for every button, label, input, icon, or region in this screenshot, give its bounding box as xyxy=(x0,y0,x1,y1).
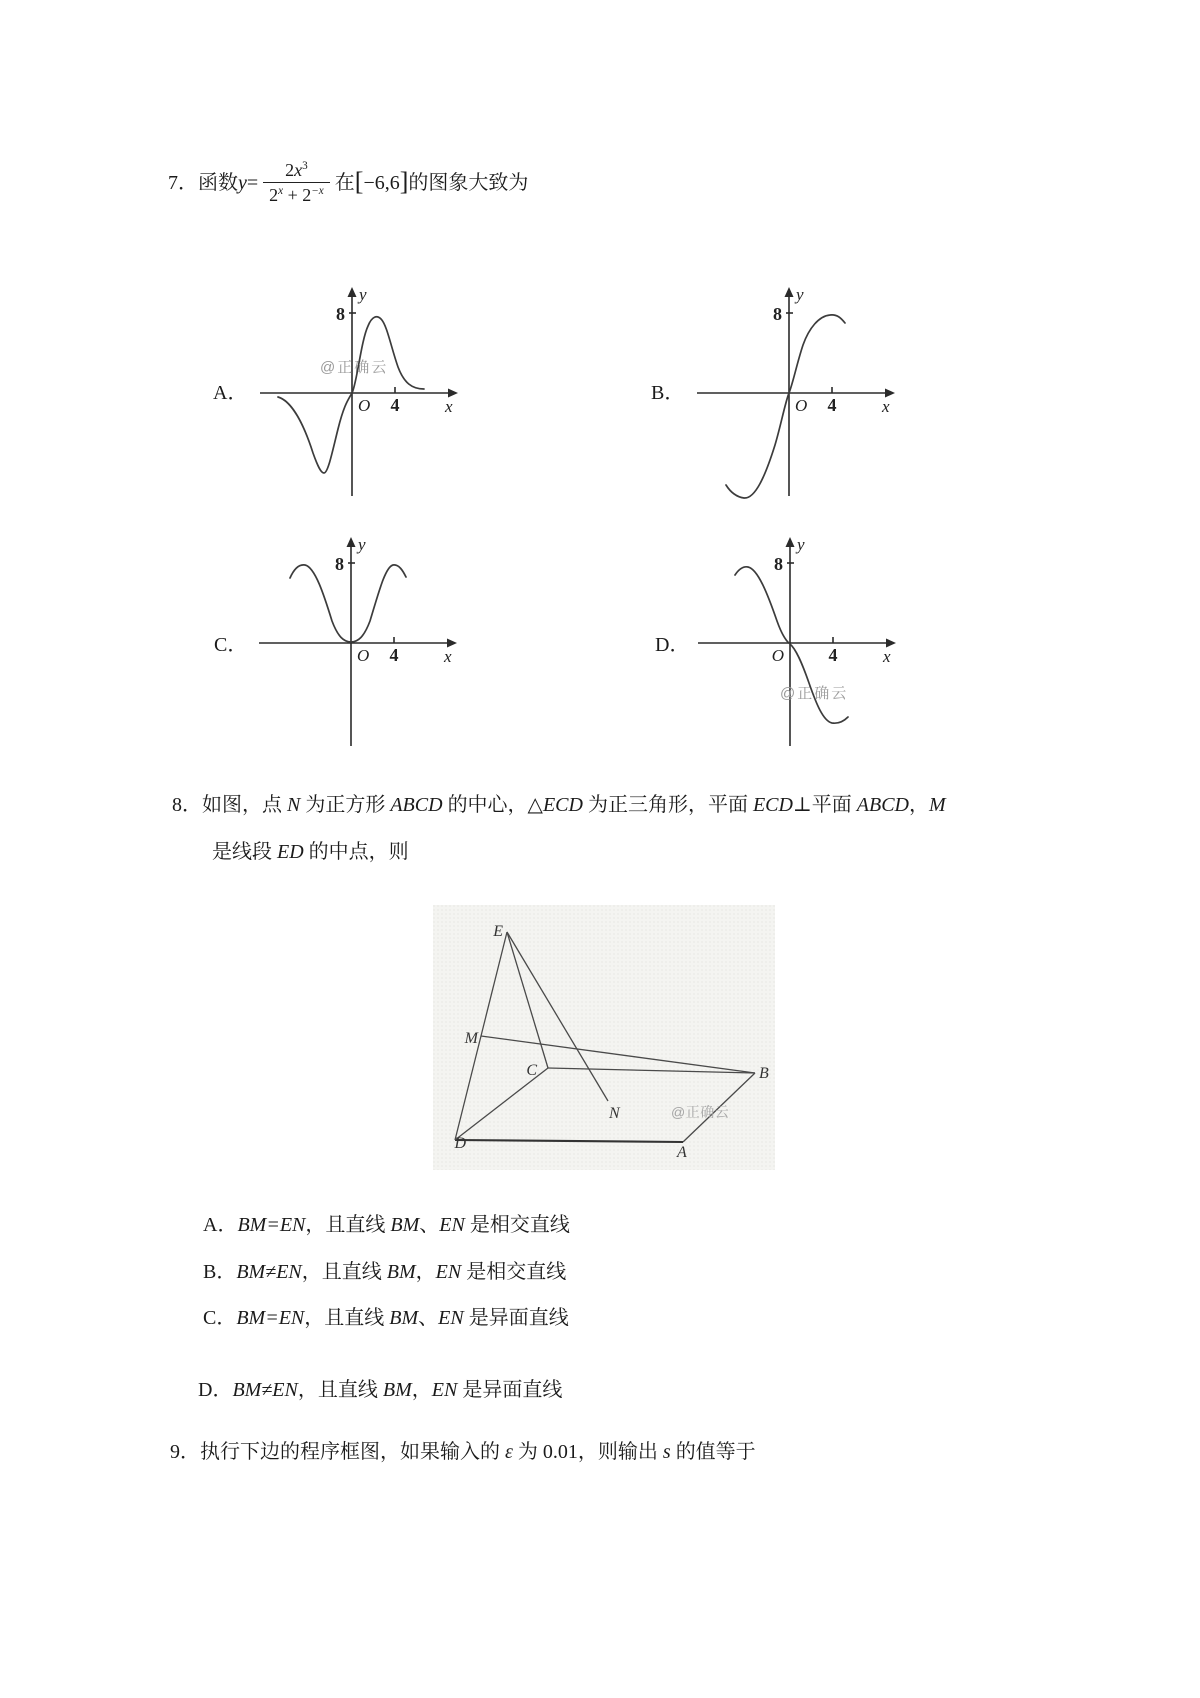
y-tick-label: 8 xyxy=(773,304,782,324)
q7-option-letter-B: B． xyxy=(651,382,685,404)
q7-left-bracket: [ xyxy=(354,166,364,196)
q7-equals: = xyxy=(246,171,259,194)
q7-fraction-denominator: $2^x + 2^{-x}$ xyxy=(263,182,330,206)
y-axis-label: y xyxy=(358,535,366,554)
point-label-D: D xyxy=(454,1135,466,1152)
point-label-C: C xyxy=(526,1062,537,1079)
curve-a xyxy=(278,317,424,473)
y-axis-label: y xyxy=(359,285,367,304)
q7-fraction xyxy=(263,160,330,205)
q7-option-letter-C: C． xyxy=(214,634,248,656)
x-tick-label: 4 xyxy=(390,395,400,415)
y-axis-arrow-icon xyxy=(347,537,356,547)
question-8-stem-line2: 是线段 ED 的中点，则 xyxy=(212,841,409,863)
y-axis-arrow-icon xyxy=(786,537,795,547)
q7-mid-text: 在 xyxy=(334,171,355,194)
curve-c xyxy=(290,565,406,642)
watermark-text: @正确云 xyxy=(671,1104,730,1120)
graph-option-a xyxy=(252,283,472,503)
y-tick-label: 8 xyxy=(774,554,783,574)
x-tick-label: 4 xyxy=(389,645,399,665)
q7-var-y: y xyxy=(238,171,247,194)
q8-option-A: A．BM=EN，且直线 BM、EN 是相交直线 xyxy=(203,1214,570,1236)
question-7-stem xyxy=(168,145,528,221)
origin-label: O xyxy=(771,646,784,665)
y-tick-label: 8 xyxy=(335,554,344,574)
y-tick-label: 8 xyxy=(336,304,345,324)
watermark-text: @正确云 xyxy=(780,685,849,702)
q7-number-and-lead: 7．函数 xyxy=(168,171,238,194)
q8-option-B: B．BM≠EN，且直线 BM，EN 是相交直线 xyxy=(203,1261,567,1283)
origin-label: O xyxy=(795,396,808,415)
q7-tail-text: 的图象大致为 xyxy=(408,171,529,194)
q7-right-bracket: ] xyxy=(399,166,409,196)
graph-option-b xyxy=(689,283,909,503)
point-label-E: E xyxy=(493,923,503,940)
question-9-stem: 9．执行下边的程序框图，如果输入的 ε 为 0.01，则输出 s 的值等于 xyxy=(170,1441,756,1463)
q7-option-letter-D: D． xyxy=(655,634,690,656)
x-axis-label: x xyxy=(883,647,891,666)
q7-interval: −6,6 xyxy=(363,171,400,194)
q8-option-D: D．BM≠EN，且直线 BM，EN 是异面直线 xyxy=(198,1379,563,1401)
point-label-M: M xyxy=(464,1030,478,1047)
graph-option-d xyxy=(690,533,910,753)
q8-option-C: C．BM=EN，且直线 BM、EN 是异面直线 xyxy=(203,1307,569,1329)
y-axis-arrow-icon xyxy=(785,287,794,297)
origin-label: O xyxy=(357,646,370,665)
y-axis-arrow-icon xyxy=(348,287,357,297)
question-8-figure xyxy=(433,905,775,1170)
origin-label: O xyxy=(358,396,371,415)
point-label-B: B xyxy=(759,1065,769,1082)
point-label-A: A xyxy=(677,1144,687,1161)
x-tick-label: 4 xyxy=(828,645,838,665)
graph-option-c xyxy=(251,533,471,753)
x-axis-label: x xyxy=(882,397,890,416)
watermark-text: @正确云 xyxy=(320,359,389,376)
x-axis-label: x xyxy=(444,647,452,666)
y-axis-label: y xyxy=(796,285,804,304)
q7-fraction-numerator: $2x^3$ xyxy=(285,160,308,181)
y-axis-label: y xyxy=(797,535,805,554)
figure-background xyxy=(433,905,775,1170)
x-tick-label: 4 xyxy=(827,395,837,415)
question-8-stem-line1: 8．如图，点 N 为正方形 ABCD 的中心，△ECD 为正三角形，平面 ECD⊥平面 ABCD，M xyxy=(172,794,946,816)
q7-option-letter-A: A． xyxy=(213,382,248,404)
point-label-N: N xyxy=(609,1105,620,1122)
x-axis-label: x xyxy=(445,397,453,416)
